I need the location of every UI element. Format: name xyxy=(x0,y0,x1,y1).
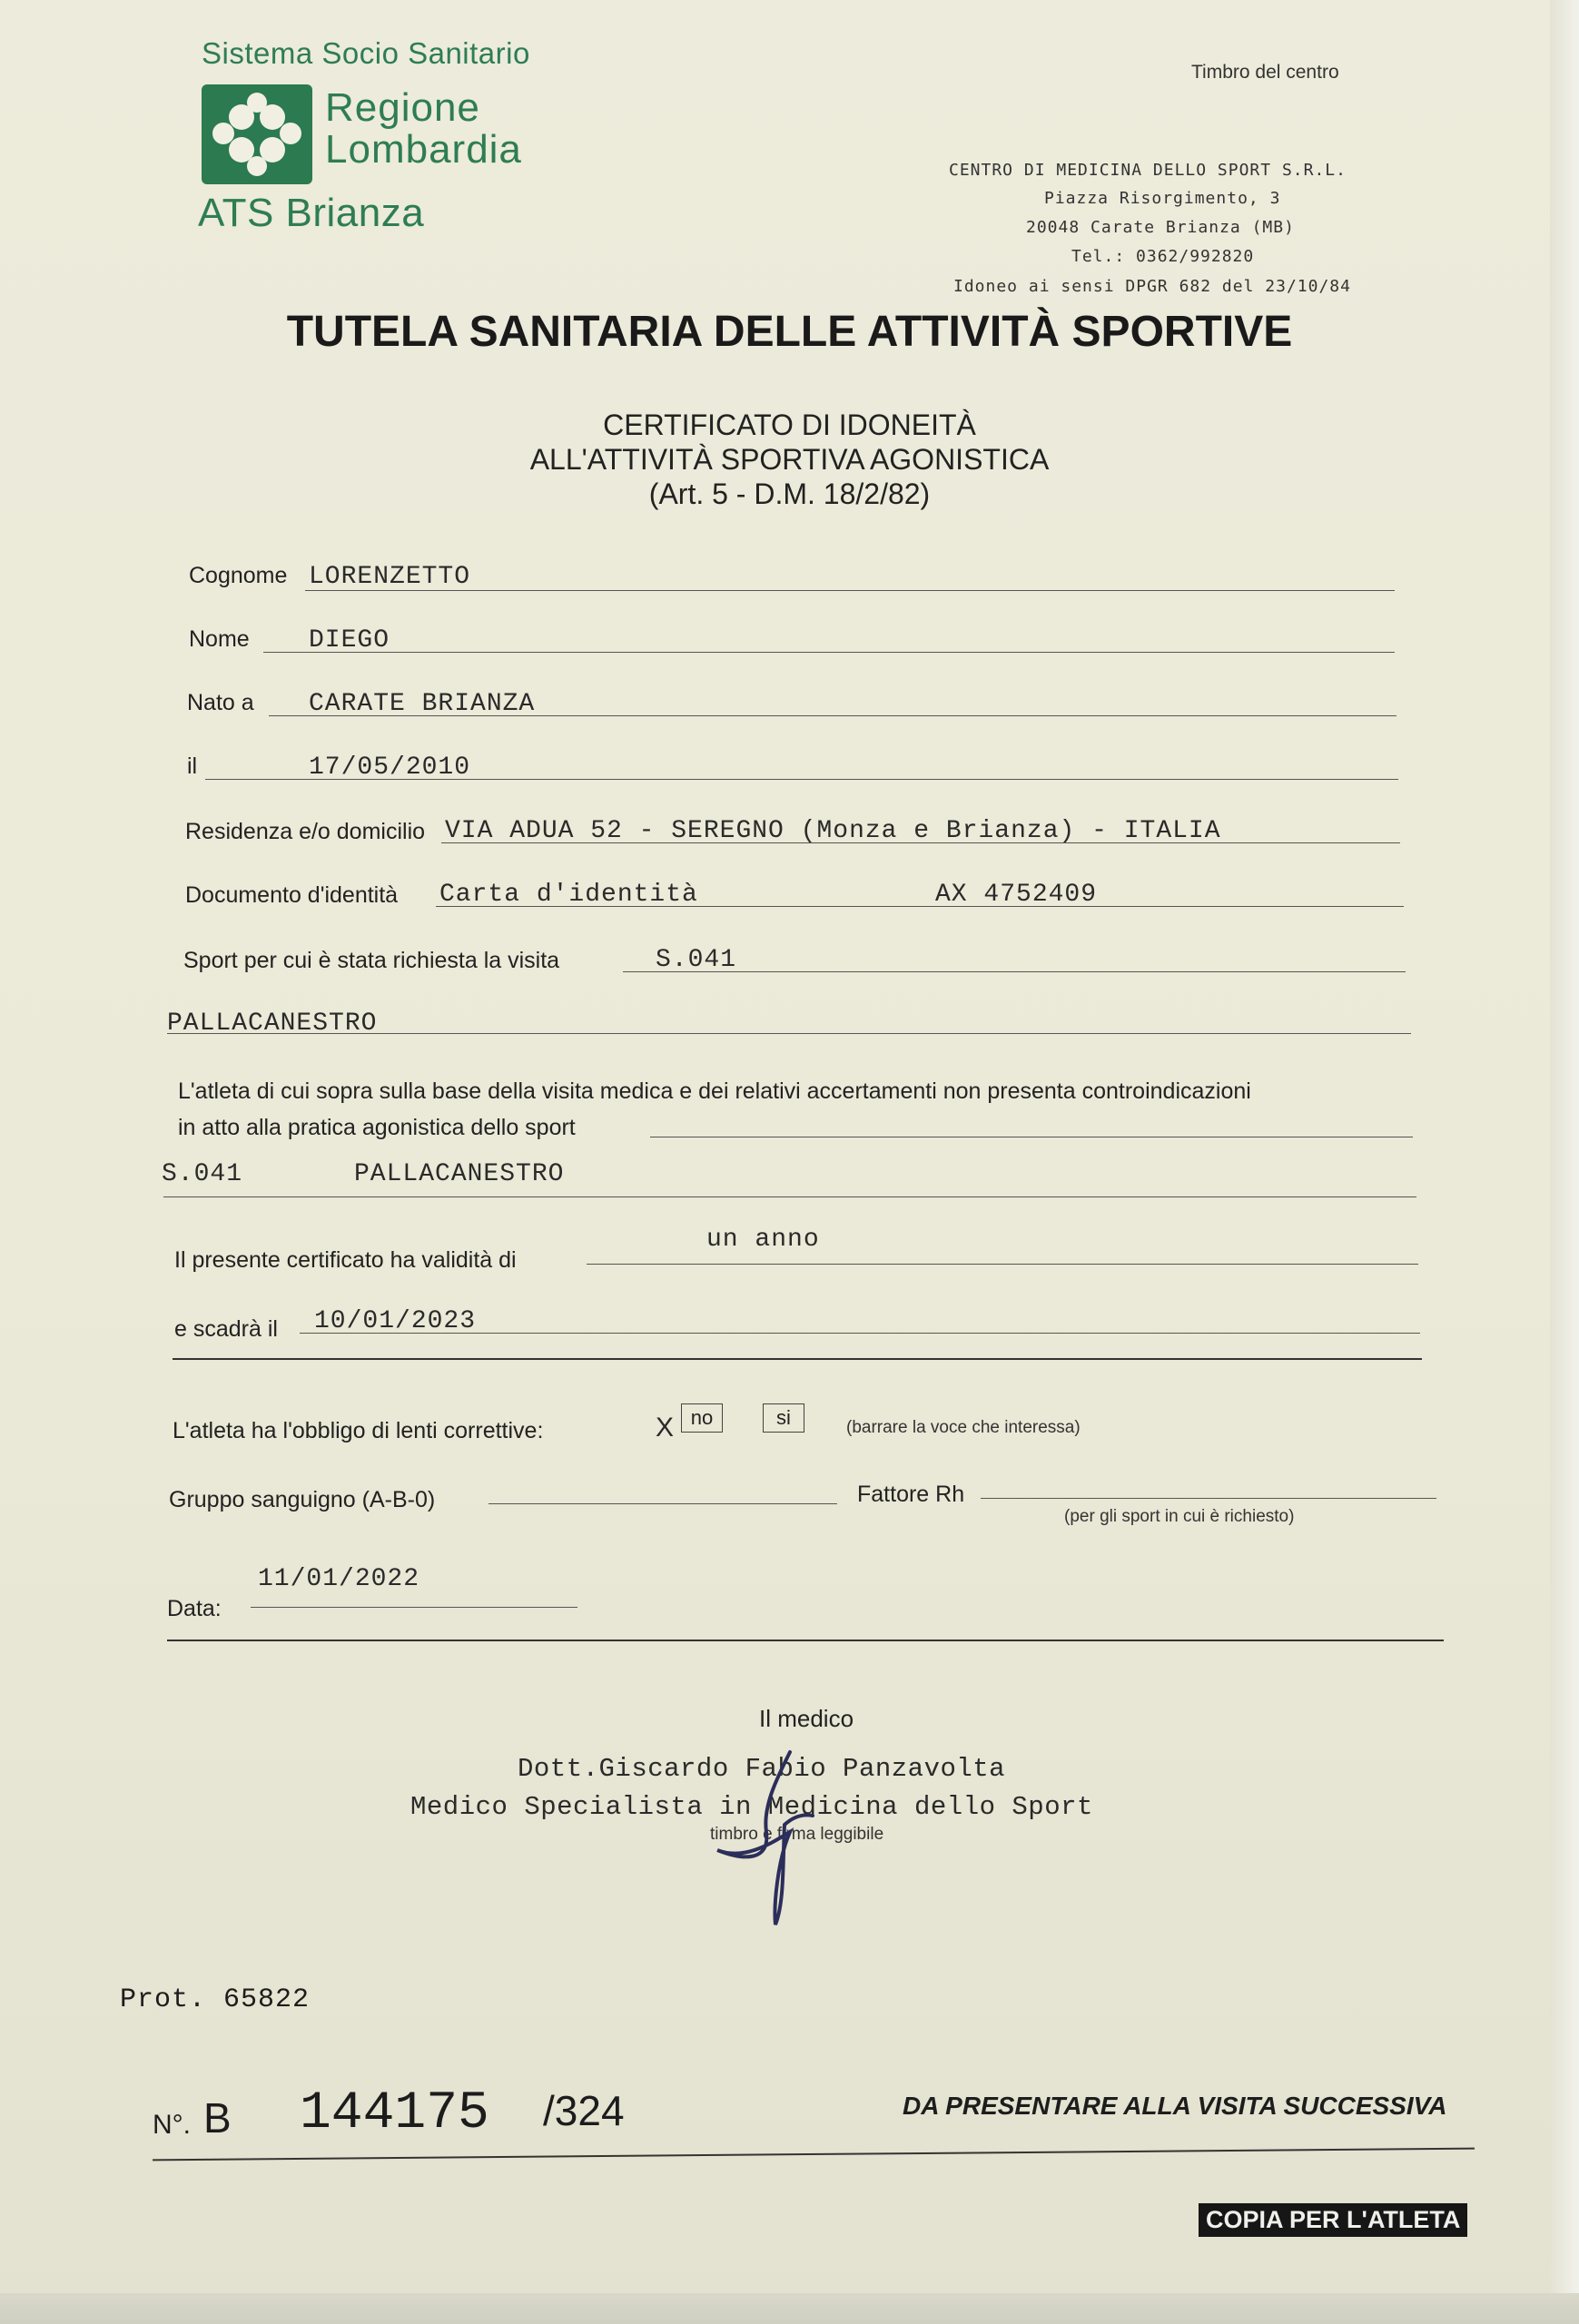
residenza-label: Residenza e/o domicilio xyxy=(185,819,426,844)
cert-title-line2: ALL'ATTIVITÀ SPORTIVA AGONISTICA xyxy=(529,443,1050,476)
residenza-value: VIA ADUA 52 - SEREGNO (Monza e Brianza) - ITALIA xyxy=(445,817,1221,845)
stamp-line-2: Piazza Risorgimento, 3 xyxy=(1044,189,1281,208)
numero-prefix: N°. xyxy=(153,2110,191,2140)
scadenza-label: e scadrà il xyxy=(174,1316,278,1342)
lenti-note: (barrare la voce che interessa) xyxy=(846,1418,1081,1437)
data-divider xyxy=(167,1640,1444,1641)
scadenza-divider xyxy=(173,1358,1422,1360)
rh-note: (per gli sport in cui è richiesto) xyxy=(1064,1507,1295,1526)
rh-line xyxy=(981,1498,1436,1499)
system-name: Sistema Socio Sanitario xyxy=(202,36,530,70)
handwritten-signature xyxy=(690,1725,908,1943)
medico-title: Il medico xyxy=(759,1705,854,1732)
scadenza-value: 10/01/2023 xyxy=(314,1307,477,1335)
stamp-line-3: 20048 Carate Brianza (MB) xyxy=(1026,218,1295,237)
atleta-text-line2: in atto alla pratica agonistica dello sport xyxy=(178,1115,576,1140)
numero-value: 144175 xyxy=(300,2084,489,2143)
cognome-line xyxy=(305,590,1395,591)
numero-series: B xyxy=(203,2094,232,2142)
il-line xyxy=(205,779,1398,780)
gruppo-line xyxy=(489,1503,837,1504)
region-name-line1: Regione xyxy=(325,85,480,130)
bottom-strip xyxy=(0,2293,1579,2324)
lenti-label: L'atleta ha l'obbligo di lenti correttive: xyxy=(173,1418,544,1443)
da-presentare-note: DA PRESENTARE ALLA VISITA SUCCESSIVA xyxy=(903,2092,1447,2120)
nato-value: CARATE BRIANZA xyxy=(309,690,536,718)
nome-label: Nome xyxy=(189,626,250,652)
numero-suffix: /324 xyxy=(543,2087,625,2134)
documento-tipo-value: Carta d'identità xyxy=(439,881,698,909)
il-label: il xyxy=(187,753,198,779)
residenza-line xyxy=(441,842,1400,843)
stamp-line-4: Tel.: 0362/992820 xyxy=(1071,247,1255,266)
sport-name-line xyxy=(167,1033,1411,1034)
lenti-no-checkbox[interactable]: no xyxy=(681,1403,723,1433)
documento-numero-value: AX 4752409 xyxy=(935,881,1098,909)
main-title: TUTELA SANITARIA DELLE ATTIVITÀ SPORTIVE xyxy=(286,308,1293,356)
copia-badge: COPIA PER L'ATLETA xyxy=(1199,2203,1467,2237)
numero-underline xyxy=(153,2148,1475,2162)
stamp-label: Timbro del centro xyxy=(1191,62,1339,83)
nato-line xyxy=(269,715,1396,716)
protocol-number: Prot. 65822 xyxy=(120,1984,311,2015)
nome-line xyxy=(263,652,1395,653)
validita-label: Il presente certificato ha validità di xyxy=(174,1247,517,1273)
signature-note: timbro e firma leggibile xyxy=(710,1825,884,1844)
lenti-si-checkbox[interactable]: si xyxy=(763,1403,804,1433)
nato-label: Nato a xyxy=(187,690,254,715)
sport-label: Sport per cui è stata richiesta la visita xyxy=(183,948,560,973)
rh-label: Fattore Rh xyxy=(857,1482,965,1507)
validita-value: un anno xyxy=(706,1226,820,1254)
stamp-line-5: Idoneo ai sensi DPGR 682 del 23/10/84 xyxy=(953,277,1351,296)
sport2-line xyxy=(163,1196,1416,1197)
stamp-line-1: CENTRO DI MEDICINA DELLO SPORT S.R.L. xyxy=(949,161,1347,180)
doctor-title: Medico Specialista in Medicina dello Sport xyxy=(410,1792,1093,1822)
sport2-code-value: S.041 xyxy=(162,1160,243,1188)
regione-lombardia-rosa-camuna-icon xyxy=(202,84,312,184)
lenti-check-mark: X xyxy=(656,1413,676,1443)
il-value: 17/05/2010 xyxy=(309,753,471,782)
cert-title-line1: CERTIFICATO DI IDONEITÀ xyxy=(603,409,976,441)
data-line xyxy=(251,1607,577,1608)
documento-label: Documento d'identità xyxy=(185,882,399,908)
ats-name: ATS Brianza xyxy=(198,191,425,235)
sport-code-value: S.041 xyxy=(656,946,737,974)
sport-line xyxy=(623,971,1406,972)
cognome-label: Cognome xyxy=(189,563,288,588)
region-name-line2: Lombardia xyxy=(325,127,522,172)
doctor-name: Dott.Giscardo Fabio Panzavolta xyxy=(518,1754,1006,1784)
documento-line xyxy=(436,906,1404,907)
validita-line xyxy=(587,1264,1418,1265)
gruppo-label: Gruppo sanguigno (A-B-0) xyxy=(169,1487,436,1512)
data-label: Data: xyxy=(167,1596,222,1621)
data-value: 11/01/2022 xyxy=(258,1565,420,1593)
sport2-name-value: PALLACANESTRO xyxy=(354,1160,565,1188)
cognome-value: LORENZETTO xyxy=(309,563,471,591)
nome-value: DIEGO xyxy=(309,626,390,655)
scadenza-line xyxy=(300,1333,1420,1334)
atleta-text-line1: L'atleta di cui sopra sulla base della visita medica e dei relativi accertamenti non presenta controindicazioni xyxy=(178,1078,1251,1104)
cert-title-line3: (Art. 5 - D.M. 18/2/82) xyxy=(648,478,931,510)
sport-name-value: PALLACANESTRO xyxy=(167,1009,378,1038)
